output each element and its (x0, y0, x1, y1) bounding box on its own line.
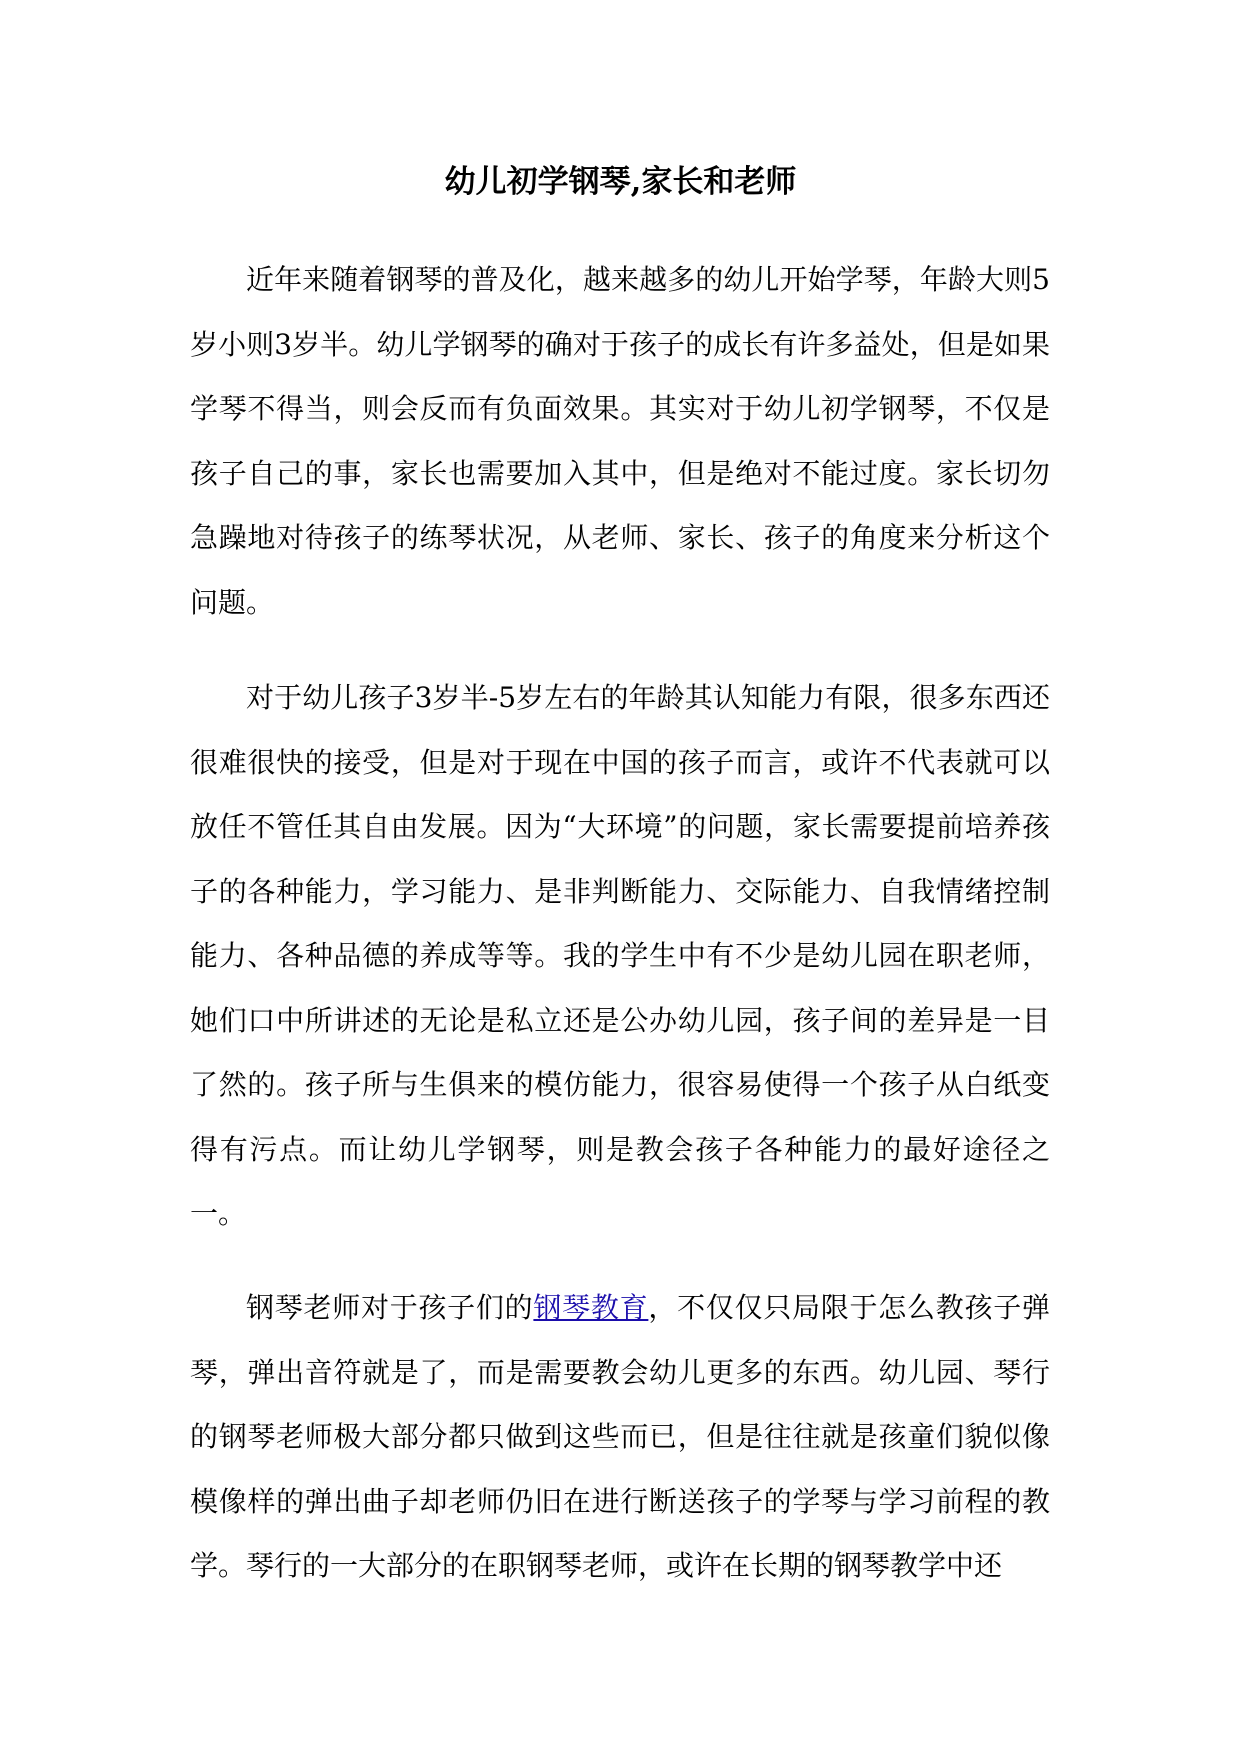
document-title: 幼儿初学钢琴,家长和老师 (444, 164, 797, 200)
piano-education-link[interactable]: 钢琴教育 (533, 1291, 649, 1324)
paragraph-2: 对于幼儿孩子3岁半-5岁左右的年龄其认知能力有限，很多东西还很难很快的接受，但是对于现在中国的孩子而言，或许不代表就可以放任不管任其自由发展。因为“大环境”的问题，家长需要提前培养孩子的各种能力，学习能力、是非判断能力、交际能力、自我情绪控制能力、各种品德的养成等等。我的学生中有不少是幼儿园在职老师，她们口中所讲述的无论是私立还是公办幼儿园，孩子间的差异是一目了然的。孩子所与生俱来的模仿能力，很容易使得一个孩子从白纸变得有污点。而让幼儿学钢琴，则是教会孩子各种能力的最好途径之一。 (190, 681, 1050, 1230)
paragraph-3-after-link: ，不仅仅只局限于怎么教孩子弹琴，弹出音符就是了，而是需要教会幼儿更多的东西。幼儿园、琴行的钢琴老师极大部分都只做到这些而已，但是往往就是孩童们貌似像模像样的弹出曲子却老师仍旧在进行断送孩子的学琴与学习前程的教学。琴行的一大部分的在职钢琴老师，或许在长期的钢琴教学中还 (190, 1291, 1050, 1582)
paragraph-1: 近年来随着钢琴的普及化，越来越多的幼儿开始学琴，年龄大则5岁小则3岁半。幼儿学钢琴的确对于孩子的成长有许多益处，但是如果学琴不得当，则会反而有负面效果。其实对于幼儿初学钢琴，不仅是孩子自己的事，家长也需要加入其中，但是绝对不能过度。家长切勿急躁地对待孩子的练琴状况，从老师、家长、孩子的角度来分析这个问题。 (190, 263, 1050, 619)
paragraph-3-before-link: 钢琴老师对于孩子们的 (246, 1291, 534, 1324)
paragraph-3 (190, 1276, 1050, 1599)
